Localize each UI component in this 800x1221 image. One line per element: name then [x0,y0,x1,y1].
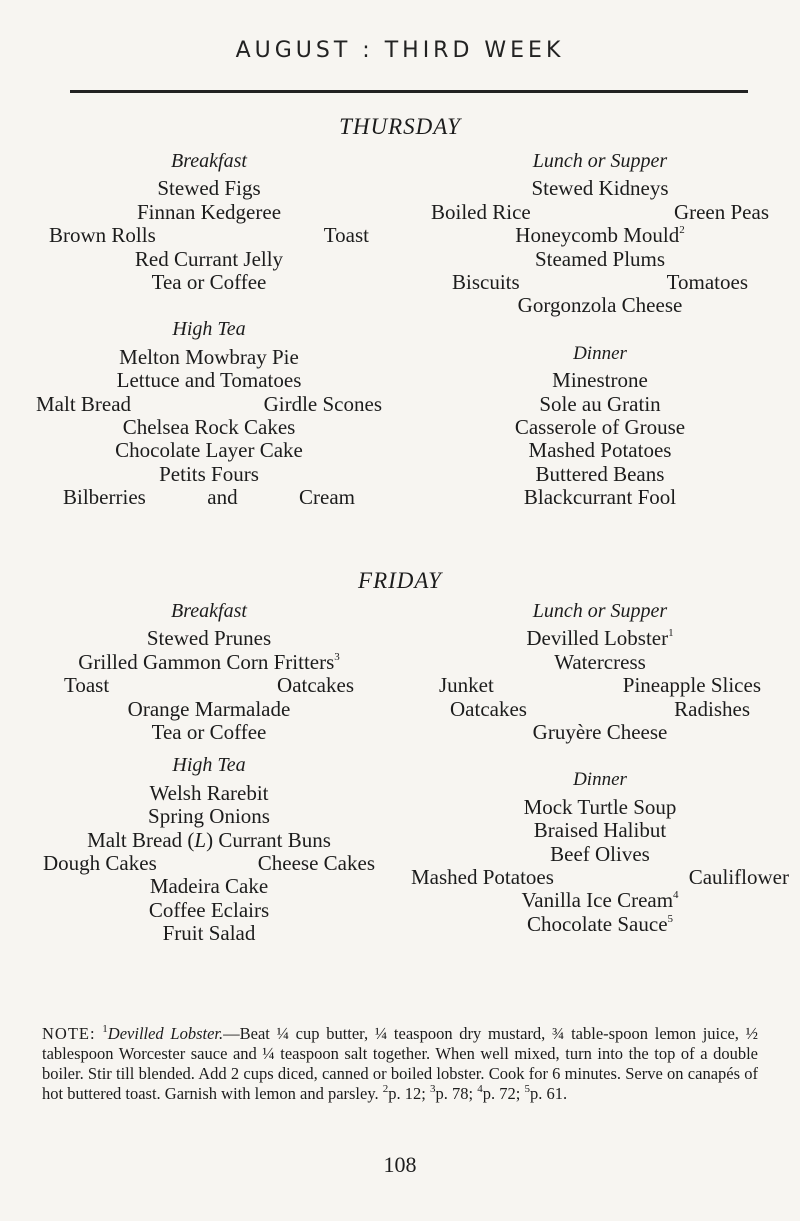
menu-item: Casserole of Grouse [514,415,686,440]
page-ref: p. 72; [482,1084,521,1103]
menu-item: Tea or Coffee [151,720,267,745]
menu-item: Pineapple Slices [622,673,761,698]
menu-item: Tomatoes [666,270,748,295]
menu-item: Green Peas [673,199,769,224]
menu-item: Welsh Rarebit [149,780,269,805]
footnote-ref: 4 [673,889,679,902]
footnote-ref: 1 [668,627,674,640]
menu-item: Buttered Beans [535,461,665,486]
menu-item: Stewed Prunes [146,626,272,651]
menu-item: Radishes [674,696,750,721]
menu-item: Bilberries [63,485,146,510]
menu-item: Sole au Gratin [539,391,661,416]
header-rule [70,90,748,93]
menu-item: Mock Turtle Soup [523,794,677,819]
menu-item: Oatcakes [450,696,527,721]
footnote-ref: 2 [382,1082,389,1095]
menu-item-pair [63,486,355,509]
menu-item: Braised Halibut [533,818,667,843]
thursday-high-tea-heading: High Tea [172,318,246,341]
menu-item: Cauliflower [688,865,789,890]
menu-item: Chocolate Layer Cake [115,438,303,463]
menu-item-pair [43,852,375,875]
menu-item: Malt Bread [36,391,132,416]
thursday-breakfast-heading: Breakfast [171,150,247,172]
footnote-ref: 5 [667,912,674,925]
note-body: —Beat ¼ cup butter, ¼ teaspoon dry mustard, ¾ table-spoon lemon juice, ½ tablespoon Worcester sauce and ¼ teaspoon salt together. When well mixed, turn into the top of a double boiler. Stir till blended. Add 2 cups diced, canned or boiled lobster. Cook for 6 minutes. Serve on canapés of hot buttered toast. Garnish with lemon and parsley. [42,1024,758,1103]
menu-item: Girdle Scones [263,391,382,416]
footnote-ref: 5 [524,1082,530,1095]
menu-item-pair [49,224,369,247]
menu-item: Spring Onions [148,804,270,829]
menu-item: Petits Fours [159,461,259,486]
note-label: NOTE: [42,1024,96,1043]
menu-item: Watercress [554,649,646,674]
menu-item: Dough Cakes [43,851,157,876]
menu-item: Toast [64,673,110,698]
menu-item: Melton Mowbray Pie [119,344,299,369]
menu-item-pair [64,674,354,697]
menu-item: Grilled Gammon Corn Fritters$^3$ [78,649,340,674]
friday-left-column [14,600,404,946]
thursday-dinner-heading: Dinner [573,342,627,364]
recipe-note [42,1024,758,1104]
menu-item: Mashed Potatoes [528,438,672,463]
menu-item: Coffee Eclairs [148,897,270,922]
day-title-friday: FRIDAY [358,568,442,593]
menu-item-pair [36,393,382,416]
menu-item: Red Currant Jelly [134,246,284,271]
menu-item: Blackcurrant Fool [523,485,677,510]
menu-item: Madeira Cake [149,874,269,899]
menu-item: Brown Rolls [49,223,156,248]
menu-item: Gorgonzola Cheese [517,293,683,318]
menu-item: Malt Bread (L) Currant Buns [87,827,331,852]
day-title-thursday: THURSDAY [339,114,461,139]
menu-item: Devilled Lobster$^1$ [526,626,674,651]
page-ref: p. 78; [435,1084,474,1103]
menu-item: Cream [299,485,355,510]
menu-item: Gruyère Cheese [532,720,668,745]
menu-item: Finnan Kedgeree [136,199,282,224]
menu-item: Orange Marmalade [127,696,291,721]
page-number: 108 [383,1152,417,1177]
menu-item: Fruit Salad [162,921,256,946]
page-ref: p. 61. [529,1084,568,1103]
footnote-ref: 2 [679,224,685,237]
menu-item: Mashed Potatoes [411,865,554,890]
menu-item: Chelsea Rock Cakes [122,415,296,440]
friday-breakfast-heading: Breakfast [171,600,247,622]
menu-item: Lettuce and Tomatoes [116,368,302,393]
menu-item-pair [452,271,748,294]
menu-item: Boiled Rice [431,199,531,224]
menu-item-pair [439,674,761,697]
menu-item: Honeycomb Mould$^2$ [515,223,685,248]
footnote-ref: 3 [334,650,340,663]
menu-item-pair [411,866,789,889]
menu-item: Stewed Kidneys [531,176,669,201]
menu-item-pair [431,201,769,224]
friday-lunch-heading: Lunch or Supper [532,600,668,622]
footnote-ref: 4 [477,1082,483,1095]
menu-item: Minestrone [552,368,648,393]
friday-high-tea-heading: High Tea [172,754,246,777]
thursday-lunch-heading: Lunch or Supper [532,150,668,172]
menu-item: Junket [439,673,494,698]
running-head: AUGUST : THIRD WEEK [235,38,565,63]
friday-dinner-heading: Dinner [573,769,627,791]
footnote-ref: 3 [430,1082,436,1095]
menu-item: Steamed Plums [534,246,666,271]
menu-item: Beef Olives [550,841,650,866]
menu-item: and [207,485,238,510]
menu-item: Tea or Coffee [151,270,267,295]
menu-item: Oatcakes [277,673,354,698]
thursday-right-column [400,150,800,510]
thursday-left-column [14,150,404,510]
menu-item: Toast [323,223,369,248]
menu-item: Biscuits [452,270,520,295]
menu-item: Cheese Cakes [257,851,375,876]
note-recipe-title: Devilled Lobster. [107,1024,224,1043]
friday-right-column [400,600,800,936]
page-ref: p. 12; [388,1084,426,1103]
menu-item: Stewed Figs [157,176,261,201]
menu-item: Vanilla Ice Cream$^4$ [521,888,679,913]
footnote-ref: 1 [102,1022,108,1035]
menu-item: Chocolate Sauce$^5$ [526,911,674,936]
menu-item-pair [450,698,750,721]
